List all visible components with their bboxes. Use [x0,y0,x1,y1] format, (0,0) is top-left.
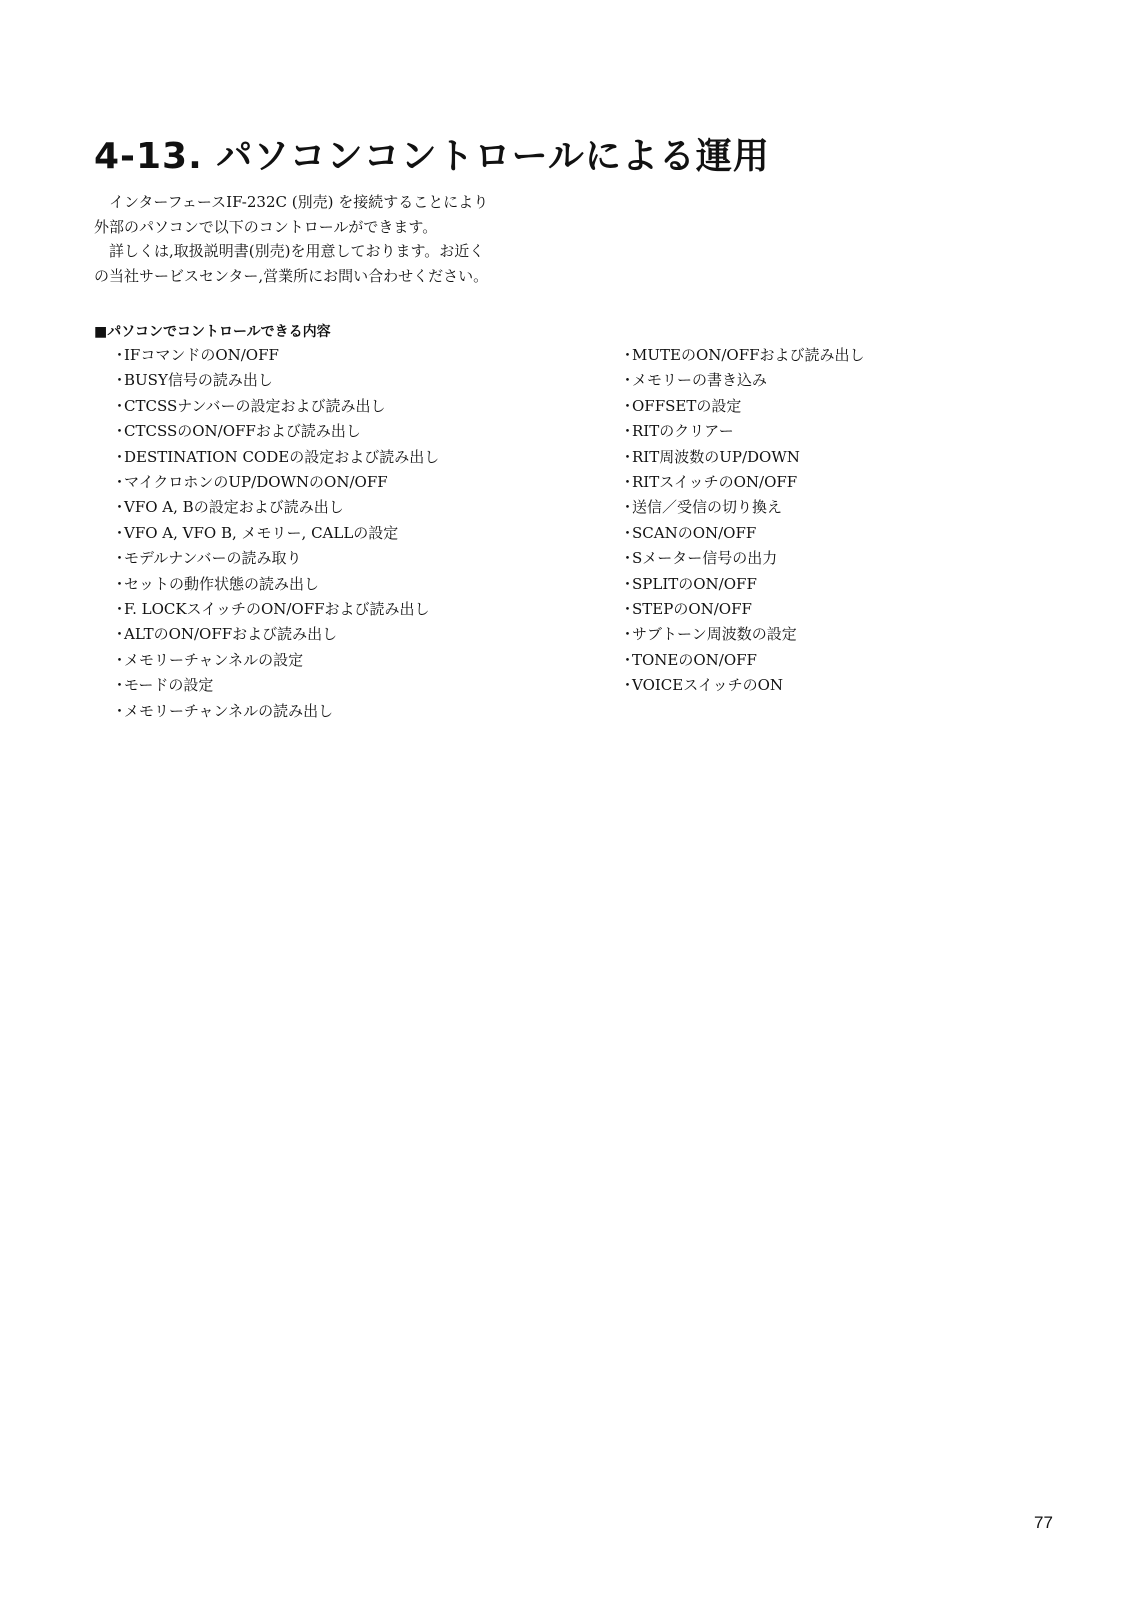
intro-paragraph [94,190,564,288]
list-item: ・ Sメーター信号の出力 [624,546,865,571]
list-item: ・ RIT周波数のUP/DOWN [624,445,865,470]
list-item: ・ MUTEのON/OFFおよび読み出し [624,343,865,368]
list-item: ・ RITのクリアー [624,419,865,444]
list-item: ・ マイクロホンのUP/DOWNのON/OFF [116,470,439,495]
list-item: ・ VOICEスイッチのON [624,673,865,698]
list-item: ・ セットの動作状態の読み出し [116,572,439,597]
list-item: ・ VFO A, Bの設定および読み出し [116,495,439,520]
list-item: ・ BUSY信号の読み出し [116,368,439,393]
control-list-right [624,343,865,699]
control-list-left [116,343,439,724]
list-item: ・ DESTINATION CODEの設定および読み出し [116,445,439,470]
list-item: ・ 送信／受信の切り換え [624,495,865,520]
list-item: ・ VFO A, VFO B, メモリー, CALLの設定 [116,521,439,546]
list-item: ・ モードの設定 [116,673,439,698]
list-item: ・ TONEのON/OFF [624,648,865,673]
intro-line: の当社サービスセンター,営業所にお問い合わせください。 [94,266,489,285]
page-number: 77 [1034,1513,1053,1532]
list-item: ・ メモリーチャンネルの設定 [116,648,439,673]
list-item: ・ F. LOCKスイッチのON/OFFおよび読み出し [116,597,439,622]
list-item: ・ IFコマンドのON/OFF [116,343,439,368]
list-item: ・ CTCSSのON/OFFおよび読み出し [116,419,439,444]
list-item: ・ RITスイッチのON/OFF [624,470,865,495]
list-item: ・ STEPのON/OFF [624,597,865,622]
list-item: ・ ALTのON/OFFおよび読み出し [116,622,439,647]
list-item: ・ メモリーの書き込み [624,368,865,393]
list-item: ・ モデルナンバーの読み取り [116,546,439,571]
intro-line: 外部のパソコンで以下のコントロールができます。 [94,217,438,236]
list-heading: ■パソコンでコントロールできる内容 [94,324,331,340]
list-item: ・ OFFSETの設定 [624,394,865,419]
list-item: ・ SCANのON/OFF [624,521,865,546]
section-title: 4-13. パソコンコントロールによる運用 [94,136,770,177]
intro-line: インターフェースIF-232C (別売) を接続することにより [94,193,489,211]
list-item: ・ SPLITのON/OFF [624,572,865,597]
list-item: ・ メモリーチャンネルの読み出し [116,699,439,724]
list-item: ・ サブトーン周波数の設定 [624,622,865,647]
list-item: ・ CTCSSナンバーの設定および読み出し [116,394,439,419]
intro-line: 詳しくは,取扱説明書(別売)を用意しております。お近く [94,242,485,260]
